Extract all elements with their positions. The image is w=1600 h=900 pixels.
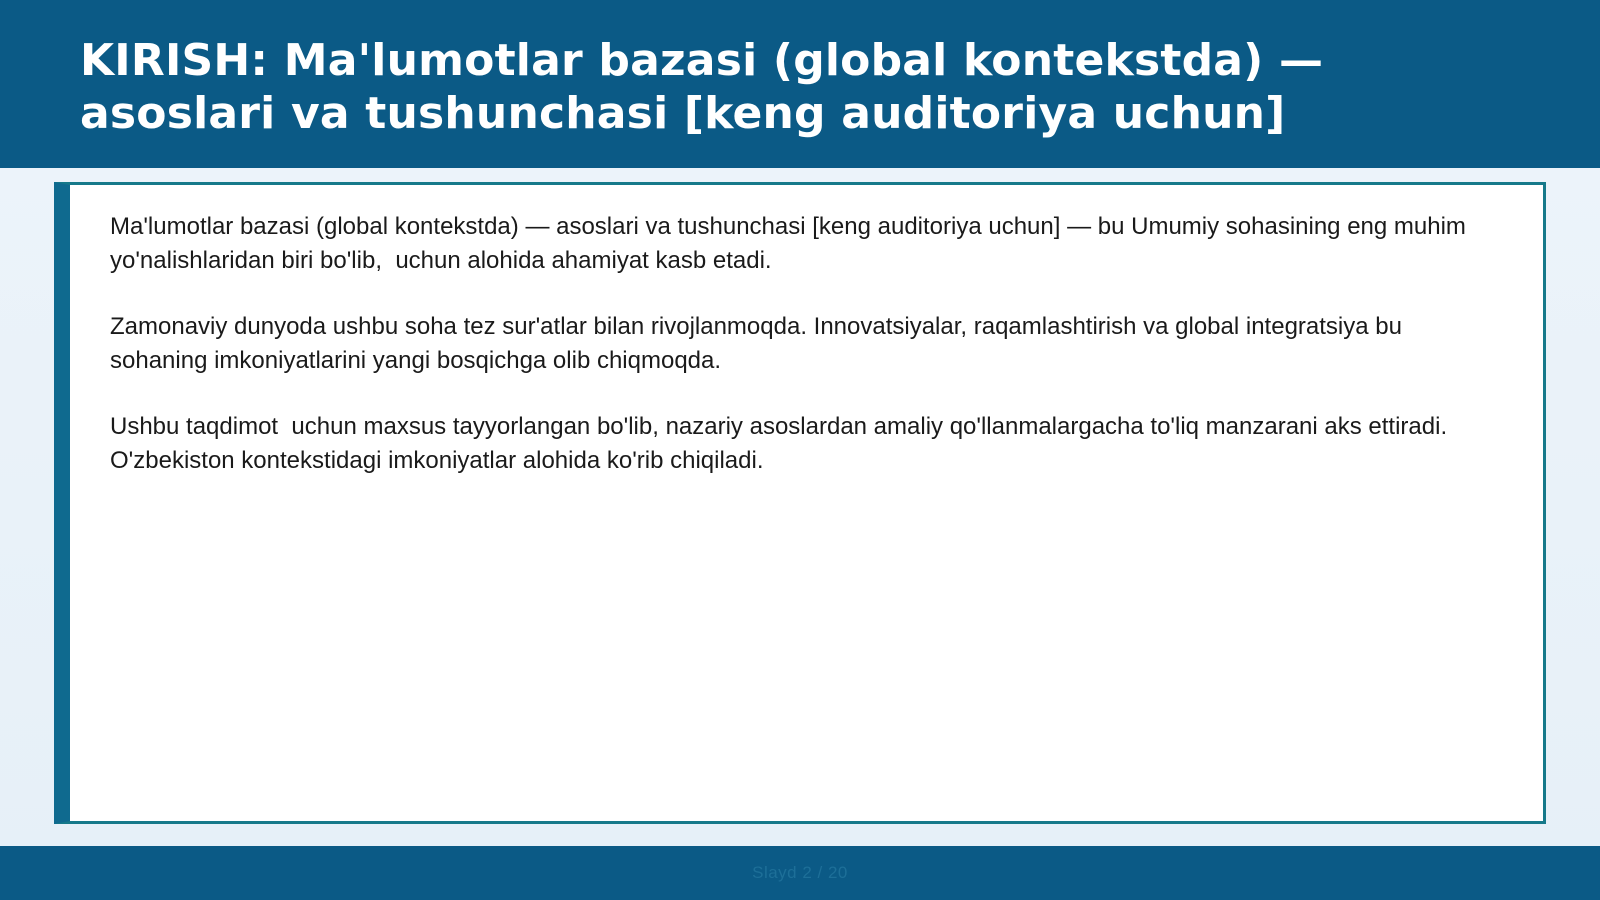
paragraph-presentation-scope: Ushbu taqdimot uchun maxsus tayyorlangan bo'lib, nazariy asoslardan amaliy qo'llanmalargacha to'liq manzarani aks ettiradi. O'zbekiston kontekstidagi imkoniyatlar alohida ko'rib chiqiladi. (110, 413, 1454, 474)
slide-number: Slayd 2 / 20 (752, 863, 848, 882)
content-body (110, 210, 1490, 510)
slide-header (0, 0, 1600, 168)
slide-footer (0, 846, 1600, 900)
slide-title: KIRISH: Ma'lumotlar bazasi (global kontekstda) — asoslari va tushunchasi [keng auditoriya uchun] (80, 35, 1324, 139)
paragraph-modern-world: Zamonaviy dunyoda ushbu soha tez sur'atlar bilan rivojlanmoqda. Innovatsiyalar, raqamlashtirish va global integratsiya bu sohaning imkoniyatlarini yangi bosqichga olib chiqmoqda. (110, 313, 1409, 374)
paragraph-intro: Ma'lumotlar bazasi (global kontekstda) — asoslari va tushunchasi [keng auditoriya uchun] — bu Umumiy sohasining eng muhim yo'nalishlaridan biri bo'lib, uchun alohida ahamiyat kasb etadi. (110, 213, 1473, 274)
